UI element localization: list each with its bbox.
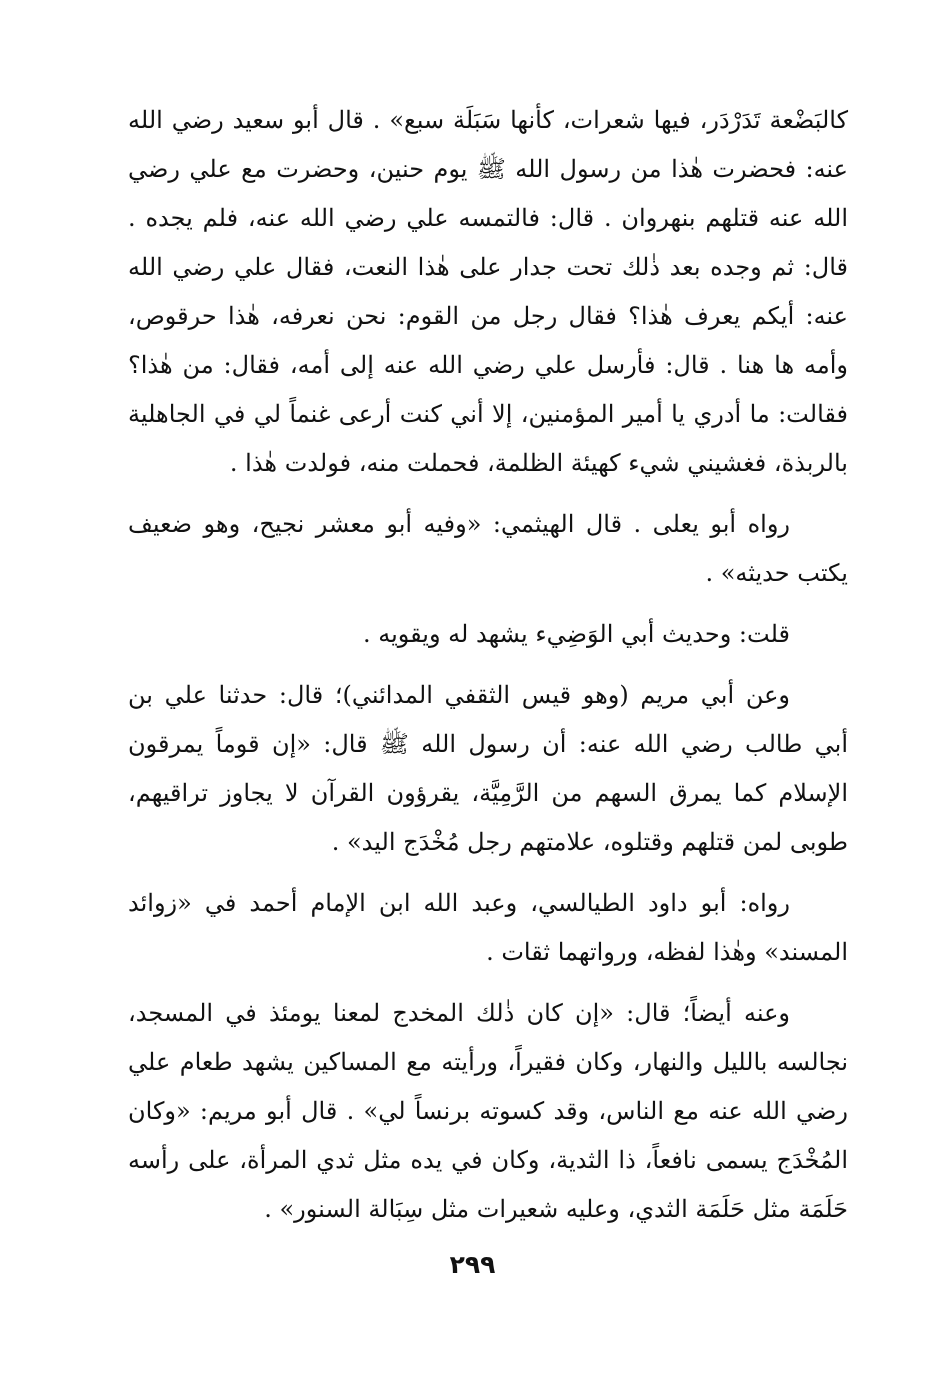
paragraph-abu-maryam-hadith: وعن أبي مريم (وهو قيس الثقفي المدائني)؛ قال: حدثنا علي بن أبي طالب رضي الله عنه: أن رسول الله ﷺ قال: «إن قوماً يمرقون الإسلام كما يمرق السهم من الرَّمِيَّة، يقرؤون القرآن لا يجاوز تراقيهم، طوبى لمن قتلهم وقتلوه، علامتهم رجل مُخْدَج اليد» .	[128, 681, 848, 856]
paragraph-author-comment: قلت: وحديث أبي الوَضِيء يشهد له ويقويه .	[362, 620, 790, 648]
paragraph-narration-abu-yala: رواه أبو يعلى . قال الهيثمي: «وفيه أبو معشر نجيح، وهو ضعيف يكتب حديثه» .	[128, 510, 848, 587]
paragraph-mukhdaj-description: وعنه أيضاً؛ قال: «إن كان ذٰلك المخدج لمعنا يومئذ في المسجد، نجالسه بالليل والنهار، وكان فقيراً، ورأيته مع المساكين يشهد طعام علي رضي الله عنه مع الناس، وقد كسوته برنساً لي» . قال أبو مريم: «وكان المُخْدَج يسمى نافعاً، ذا الثدية، وكان في يده مثل ثدي المرأة، على رأسه حَلَمَة مثل حَلَمَة الثدي، وعليه شعيرات مثل سِبَالة السنور» .	[128, 999, 849, 1223]
page-number: ٢٩٩	[449, 1250, 496, 1279]
paragraph-continuation: كالبَضْعة تَدَرْدَر، فيها شعرات، كأنها سَبَلَة سبع» . قال أبو سعيد رضي الله عنه: فحضرت هٰذا من رسول الله ﷺ يوم حنين، وحضرت مع علي رضي الله عنه قتلهم بنهروان . قال: فالتمسه علي رضي الله عنه، فلم يجده . قال: ثم وجده بعد ذٰلك تحت جدار على هٰذا النعت، فقال علي رضي الله عنه: أيكم يعرف هٰذا؟ فقال رجل من القوم: نحن نعرفه، هٰذا حرقوص، وأمه ها هنا . قال: فأرسل علي رضي الله عنه إلى أمه، فقال: من هٰذا؟ فقالت: ما أدري يا أمير المؤمنين، إلا أني كنت أرعى غنماً لي في الجاهلية بالربذة، فغشيني شيء كهيئة الظلمة، فحملت منه، فولدت هٰذا .	[128, 106, 848, 477]
body-text	[128, 96, 848, 1234]
paragraph-narration-tayalisi: رواه: أبو داود الطيالسي، وعبد الله ابن الإمام أحمد في «زوائد المسند» وهٰذا لفظه، ورواتهما ثقات .	[128, 889, 848, 966]
